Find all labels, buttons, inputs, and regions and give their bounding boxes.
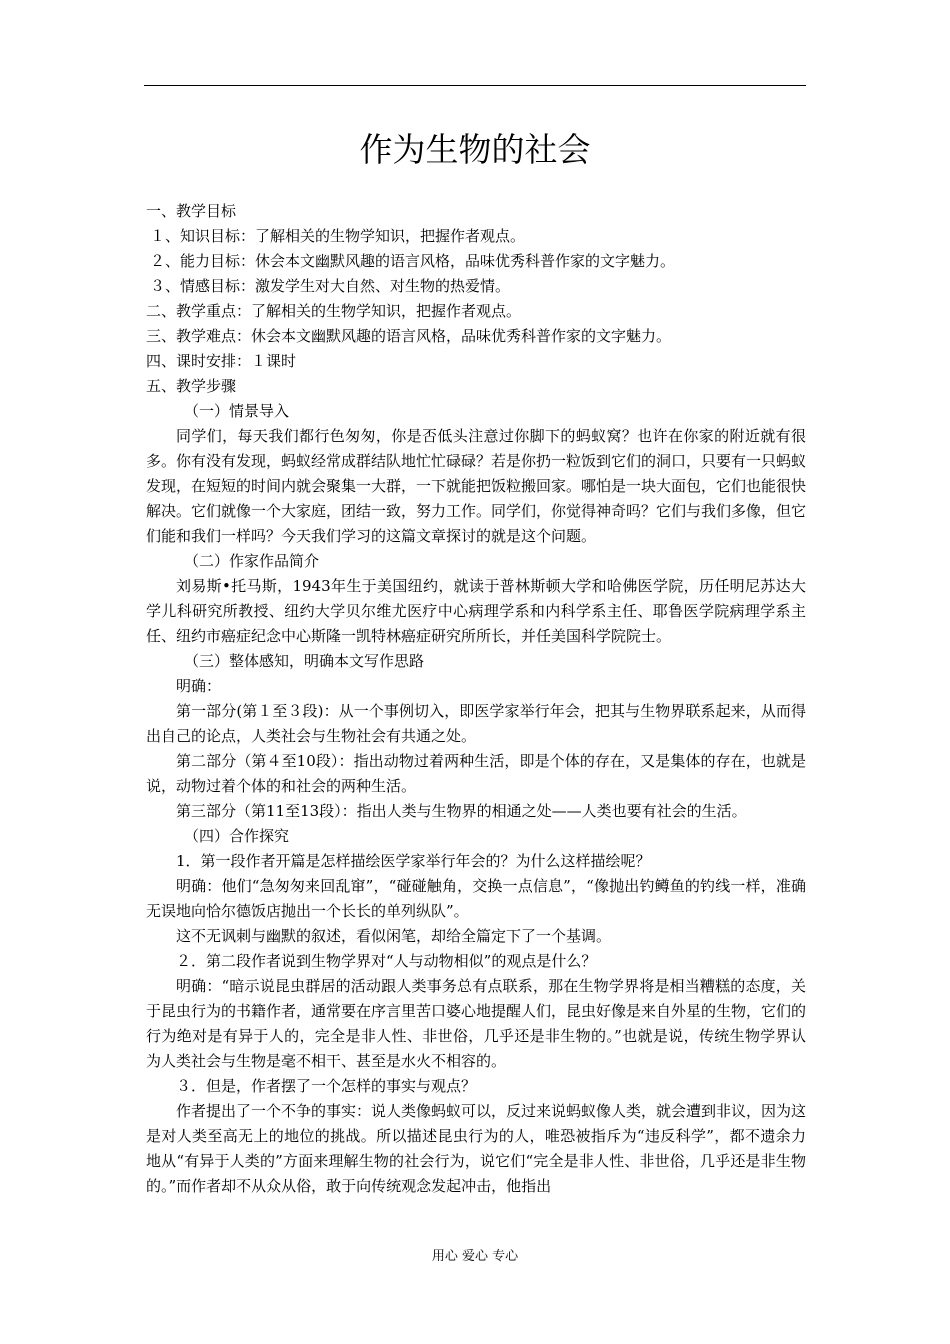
body-paragraph: 作者提出了一个不争的事实：说人类像蚂蚁可以，反过来说蚂蚁像人类，就会遭到非议，因为这是对人类至高无上的地位的挑战。所以描述昆虫行为的人，唯恐被指斥为“违反科学”，都不遗余力地从“有异于人类的”方面来理解生物的社会行为，说它们“完全是非人性、非世俗，几乎还是非生物的。”而作者却不从众从俗，敢于向传统观念发起冲击，他指出 xyxy=(146,1102,807,1195)
document-title: 作为生物的社会 xyxy=(359,130,591,169)
outline-item: ２、能力目标：休会本文幽默风趣的语言风格，品味优秀科普作家的文字魅力。 xyxy=(150,252,676,270)
body-paragraph: ２．第二段作者说到生物学界对“人与动物相似”的观点是什么？ xyxy=(176,952,597,970)
outline-item: 一、教学目标 xyxy=(146,202,237,220)
body-paragraph: 第三部分（第11至13段）：指出人类与生物界的相通之处——人类也要有社会的生活。 xyxy=(176,802,747,820)
body-paragraph: 同学们，每天我们都行色匆匆，你是否低头注意过你脚下的蚂蚁窝？也许在你家的附近就有很多。你有没有发现，蚂蚁经常成群结队地忙忙碌碌？若是你扔一粒饭到它们的洞口，只要有一只蚂蚁发现，在短短的时间内就会聚集一大群，一下就能把饭粒搬回家。哪怕是一块大面包，它们也能很快解决。它们就像一个大家庭，团结一致，努力工作。同学们，你觉得神奇吗？它们与我们多像，但它们能和我们一样吗？今天我们学习的这篇文章探讨的就是这个问题。 xyxy=(146,427,807,545)
body-paragraph: ３．但是，作者摆了一个怎样的事实与观点？ xyxy=(176,1077,477,1095)
document-body xyxy=(146,199,806,1199)
outline-item: 四、课时安排：１课时 xyxy=(146,352,297,370)
body-paragraph: 明确：他们“急匆匆来回乱窜”，“碰碰触角，交换一点信息”，“像抛出钓鳟鱼的钓线一样，准确无误地向恰尔德饭店抛出一个长长的单列纵队”。 xyxy=(146,877,806,920)
body-paragraph: 明确： xyxy=(176,677,222,695)
outline-item: 五、教学步骤 xyxy=(146,377,237,395)
body-paragraph: 第一部分(第１至３段)：从一个事例切入，即医学家举行年会，把其与生物界联系起来，从而得出自己的论点，人类社会与生物社会有共通之处。 xyxy=(146,702,806,745)
header-rule xyxy=(144,85,806,86)
page-footer: 用心 爱心 专心 xyxy=(431,1249,519,1264)
body-paragraph: 第二部分（第４至10段）：指出动物过着两种生活，即是个体的存在，又是集体的存在，也就是说，动物过着个体的和社会的两种生活。 xyxy=(146,752,806,795)
body-paragraph: 1．第一段作者开篇是怎样描绘医学家举行年会的？为什么这样描绘呢？ xyxy=(176,852,651,870)
outline-item: 三、教学难点：休会本文幽默风趣的语言风格，品味优秀科普作家的文字魅力。 xyxy=(146,327,672,345)
body-paragraph: 这不无讽刺与幽默的叙述，看似闲笔，却给全篇定下了一个基调。 xyxy=(176,927,612,945)
outline-item: １、知识目标：了解相关的生物学知识，把握作者观点。 xyxy=(150,227,526,245)
subsection-heading: （三）整体感知，明确本文写作思路 xyxy=(184,652,425,670)
body-paragraph: 刘易斯•托马斯，1943年生于美国纽约，就读于普林斯顿大学和哈佛医学院，历任明尼苏达大学儿科研究所教授、纽约大学贝尔维尤医疗中心病理学系和内科学系主任、耶鲁医学院病理学系主任、纽约市癌症纪念中心斯隆一凯特林癌症研究所所长，并任美国科学院院士。 xyxy=(146,577,806,645)
outline-item: 二、教学重点：了解相关的生物学知识，把握作者观点。 xyxy=(146,302,522,320)
subsection-heading: （一）情景导入 xyxy=(184,402,290,420)
subsection-heading: （四）合作探究 xyxy=(184,827,290,845)
body-paragraph: 明确：“暗示说昆虫群居的活动跟人类事务总有点联系，那在生物学界将是相当糟糕的态度，关于昆虫行为的书籍作者，通常要在序言里苦口婆心地提醒人们，昆虫好像是来自外星的生物，它们的行为绝对是有异于人的，完全是非人性、非世俗，几乎还是非生物的。”也就是说，传统生物学界认为人类社会与生物是毫不相干、甚至是水火不相容的。 xyxy=(146,977,807,1070)
subsection-heading: （二）作家作品简介 xyxy=(184,552,320,570)
outline-item: ３、情感目标：激发学生对大自然、对生物的热爱情。 xyxy=(150,277,511,295)
